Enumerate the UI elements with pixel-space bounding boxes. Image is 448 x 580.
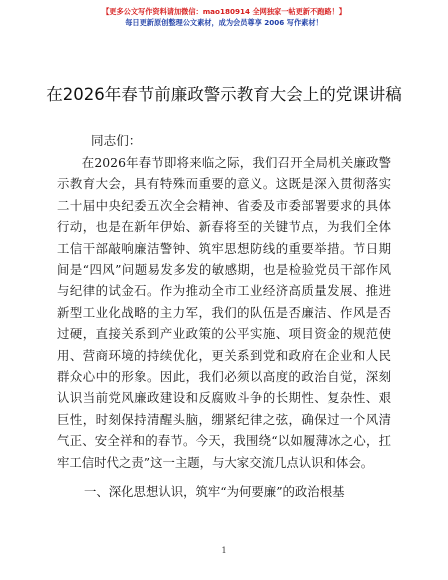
body-text	[57, 152, 391, 473]
promo-banner-line2: 每日更新原创整理公文素材，成为会员尊享 2006 写作素材！	[125, 18, 323, 27]
promo-banner	[0, 6, 448, 28]
document-title: 在2026年春节前廉政警示教育大会上的党课讲稿	[46, 85, 402, 104]
salutation: 同志们：	[91, 133, 142, 148]
paragraph-1: 在2026年春节即将来临之际，我们召开全局机关廉政警示教育大会，具有特殊而重要的意义。这既是深入贯彻落实二十届中央纪委五次全会精神、省委及市委部署要求的具体行动，也是在新年伊始、新春将至的关键节点，为我们全体工信干部敲响廉洁警钟、筑牢思想防线的重要举措。节日期间是“四风”问题易发多发的敏感期，也是检验党员干部作风与纪律的试金石。作为推动全市工业经济高质量发展、推进新型工业化战略的主力军，我们的队伍是否廉洁、作风是否过硬，直接关系到产业政策的公平实施、项目资金的规范使用、营商环境的持续优化，更关系到党和政府在企业和人民群众心中的形象。因此，我们必须以高度的政治自觉，深刻认识当前党风廉政建设和反腐败斗争的长期性、复杂性、艰巨性，时刻保持清醒头脑，绷紧纪律之弦，确保过一个风清气正、安全祥和的春节。今天，我围绕“以如履薄冰之心，扛牢工信时代之责”这一主题，与大家交流几点认识和体会。	[57, 155, 391, 470]
section-heading-1: 一、深化思想认识，筑牢“为何要廉”的政治根基	[84, 484, 345, 499]
page-number: 1	[221, 546, 227, 555]
promo-banner-line1: 【更多公文写作资料请加微信：mao180914 全网独家一帖更新不跑路！】	[102, 7, 346, 16]
